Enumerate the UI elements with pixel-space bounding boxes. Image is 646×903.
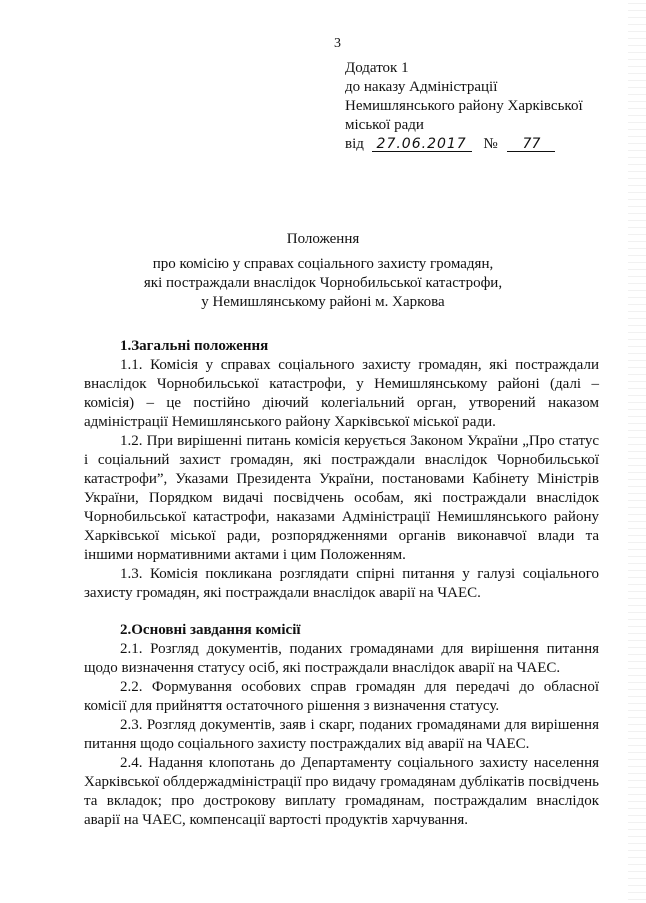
paragraph-1-2: 1.2. При вирішенні питань комісія керується Законом України „Про статус і соціальний захист громадян, які постраждали внаслідок Чорнобильської катастрофи”, Указами Президента України, постановами Кабінету Міністрів України, Порядком видачі посвідчень особам, які постраждали внаслідок Чорнобильської катастрофи, наказами Адміністрації Немишлянського району Харківської міської ради, розпорядженнями органів виконавчої влади та іншими нормативними актами і цим Положенням. bbox=[84, 433, 599, 563]
title-line-4: у Немишлянському районі м. Харкова bbox=[201, 294, 445, 310]
handwritten-number: 77 bbox=[507, 137, 555, 152]
paragraph-2-1: 2.1. Розгляд документів, поданих громадянами для вирішення питання щодо визначення статусу осіб, які постраждали внаслідок аварії на ЧАЕС. bbox=[84, 641, 599, 676]
date-prefix: від bbox=[345, 136, 364, 152]
number-sign: № bbox=[483, 136, 498, 152]
addendum-line-4: міської ради bbox=[345, 117, 424, 133]
scan-edge bbox=[628, 0, 646, 903]
paragraph-1-3: 1.3. Комісія покликана розглядати спірні питання у галузі соціального захисту громадян, які постраждали внаслідок аварії на ЧАЕС. bbox=[84, 566, 599, 601]
page-number: 3 bbox=[334, 36, 341, 51]
addendum-date-line bbox=[345, 135, 583, 154]
addendum-line-1: Додаток 1 bbox=[345, 60, 409, 76]
paragraph-2-3: 2.3. Розгляд документів, заяв і скарг, поданих громадянами для вирішення питання щодо соціального захисту постраждалих від аварії на ЧАЕС. bbox=[84, 717, 599, 752]
handwritten-date: 27.06.2017 bbox=[372, 137, 472, 152]
title-line-3: які постраждали внаслідок Чорнобильської катастрофи, bbox=[143, 275, 503, 291]
paragraph-1-1: 1.1. Комісія у справах соціального захисту громадян, які постраждали внаслідок Чорнобильської катастрофи, у Немишлянському районі (далі – комісія) – це постійно діючий колегіальний орган, утворений наказом адміністрації Немишлянського району Харківської міської ради. bbox=[84, 357, 599, 430]
addendum-line-3: Немишлянського району Харківської bbox=[345, 98, 583, 114]
paragraph-2-4: 2.4. Надання клопотань до Департаменту соціального захисту населення Харківської облдержадміністрації про видачу громадянам дублікатів посвідчень та вкладок; про дострокову виплату громадянам, постраждалим внаслідок аварії на ЧАЕС, компенсації вартості продуктів харчування. bbox=[84, 755, 599, 828]
title-line-2: про комісію у справах соціального захисту громадян, bbox=[152, 256, 494, 272]
addendum-block bbox=[345, 59, 583, 154]
title-line-1: Положення bbox=[286, 231, 360, 247]
addendum-line-2: до наказу Адміністрації bbox=[345, 79, 498, 95]
document-title bbox=[0, 230, 646, 312]
document-body bbox=[84, 337, 599, 830]
section-gap bbox=[84, 603, 599, 621]
paragraph-2-2: 2.2. Формування особових справ громадян для передачі до обласної комісії для прийняття остаточного рішення з визначення статусу. bbox=[84, 679, 599, 714]
section-1-heading: 1.Загальні положення bbox=[120, 338, 269, 354]
section-2-heading: 2.Основні завдання комісії bbox=[120, 622, 301, 638]
